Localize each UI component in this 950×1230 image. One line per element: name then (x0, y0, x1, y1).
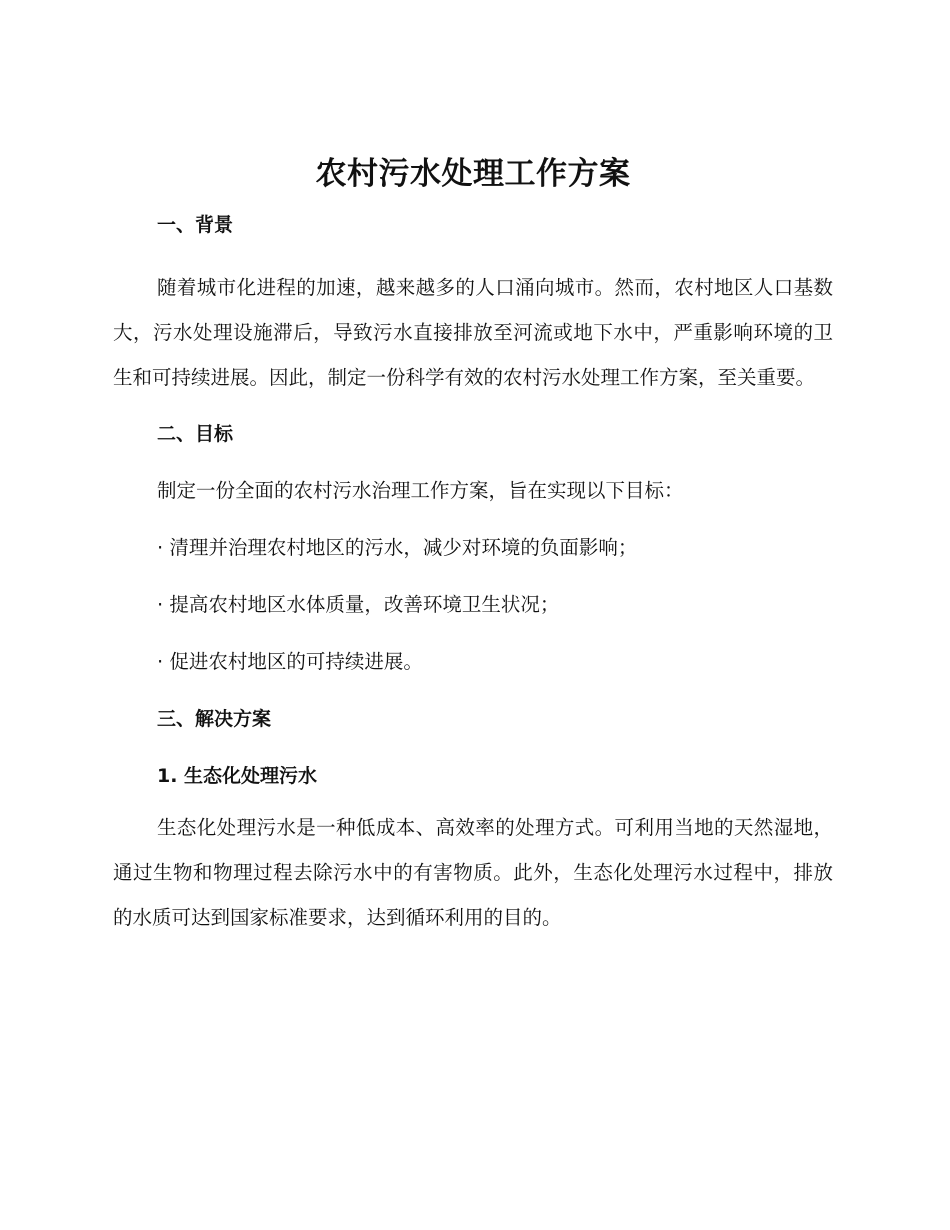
spacer (113, 677, 833, 704)
ecological-treatment-paragraph: 生态化处理污水是一种低成本、高效率的处理方式。可利用当地的天然湿地，通过生物和物理过程去除污水中的有害物质。此外，生态化处理污水过程中，排放的水质可达到国家标准要求，达到循环利用的目的。 (113, 816, 833, 929)
spacer (113, 506, 833, 533)
spacer (113, 400, 833, 419)
section-heading-solutions: 三、解决方案 (157, 708, 272, 730)
spacer (113, 791, 833, 805)
spacer (113, 734, 833, 761)
goal-list-item: · 促进农村地区的可持续进展。 (157, 650, 423, 673)
spacer (113, 240, 833, 265)
spacer (113, 198, 833, 210)
spacer (113, 620, 833, 647)
spacer (113, 563, 833, 590)
section-heading-background: 一、背景 (157, 214, 234, 236)
goals-intro: 制定一份全面的农村污水治理工作方案，旨在实现以下目标： (157, 479, 684, 502)
goal-list-item: · 清理并治理农村地区的污水，减少对环境的负面影响； (157, 536, 638, 559)
section-heading-goals: 二、目标 (157, 423, 234, 445)
subsection-heading-ecological-treatment: 1. 生态化处理污水 (157, 765, 318, 787)
document-title: 农村污水处理工作方案 (315, 156, 631, 192)
document-content (113, 150, 833, 940)
spacer (113, 449, 833, 476)
background-paragraph: 随着城市化进程的加速，越来越多的人口涌向城市。然而，农村地区人口基数大，污水处理设施滞后，导致污水直接排放至河流或地下水中，严重影响环境的卫生和可持续进展。因此，制定一份科学有效的农村污水处理工作方案，至关重要。 (113, 276, 833, 389)
goal-list-item: · 提高农村地区水体质量，改善环境卫生状况； (157, 593, 560, 616)
